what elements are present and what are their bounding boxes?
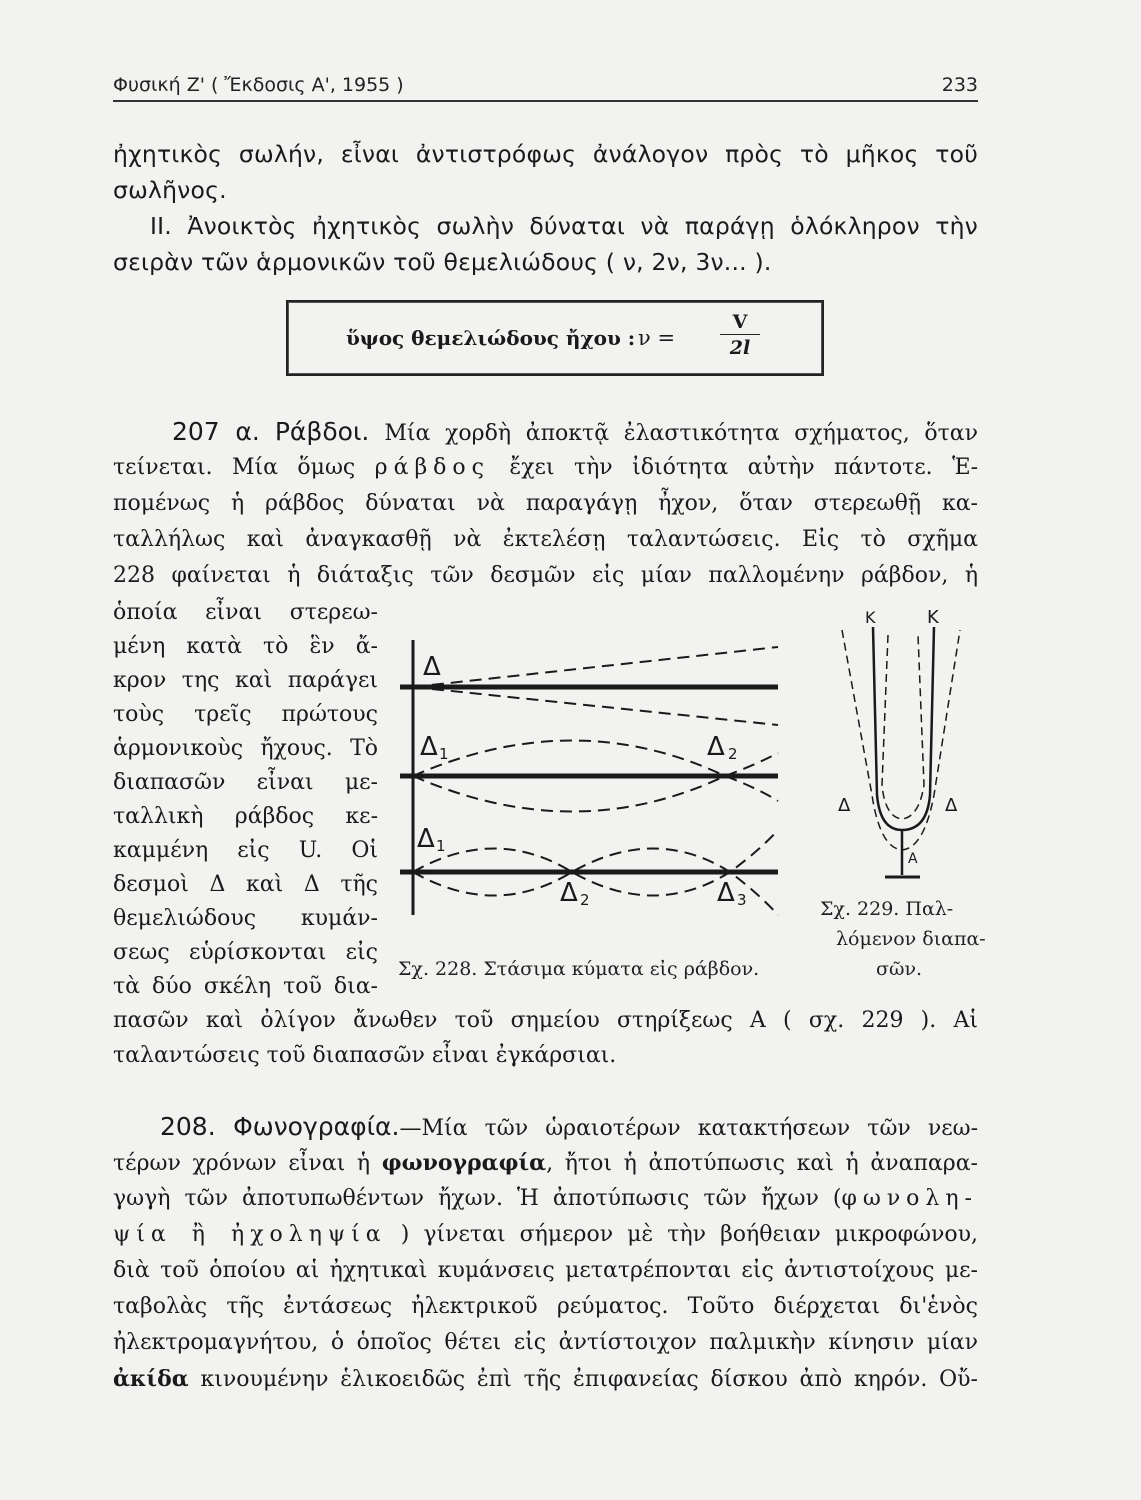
narrow-line-5: ἁρμονικοὺς ἤχους. Τὸ (113, 736, 378, 761)
text-run: , ἤτοι ἡ ἀποτύπωσις καὶ ἡ ἀναπαρα- (546, 1151, 978, 1176)
text-run: ) γίνεται σήμερον μὲ τὴν βοήθειαν μικροφώνου, (386, 1222, 978, 1247)
node-subscript: 2 (580, 891, 590, 909)
formula-lhs: ν = (638, 326, 676, 350)
support-label: Α (908, 851, 918, 867)
node-subscript: 1 (439, 745, 449, 763)
narrow-line-10: θεμελιώδους κυμάν- (113, 906, 378, 931)
section-207-title: Ράβδοι. (274, 417, 370, 446)
section-208-line-8 (113, 1366, 978, 1392)
section-208-line-1: —Μία τῶν ὡραιοτέρων κατακτήσεων τῶν νεω- (399, 1116, 979, 1141)
section-207-first-line (172, 417, 978, 446)
prong-label: Κ (927, 607, 939, 628)
section-207-tail-2: ταλαντώσεις τοῦ διαπασῶν εἶναι ἐγκάρσιαι. (113, 1043, 617, 1068)
figure-229-caption-line-2: λόμενον διαπα- (836, 928, 986, 950)
vibration-outline-outer (842, 630, 960, 850)
narrow-line-6: διαπασῶν εἶναι με- (113, 770, 378, 795)
narrow-line-12: τὰ δύο σκέλη τοῦ δια- (113, 974, 378, 999)
section-208-line-4 (113, 1222, 978, 1247)
figure-229-caption-line-1: Σχ. 229. Παλ- (820, 898, 954, 920)
text-run: κινουμένην ἑλικοειδῶς ἐπὶ τῆς ἐπιφανείας δίσκου ἀπὸ κηρόν. Οὔ- (188, 1367, 978, 1392)
narrow-line-2: μένη κατὰ τὸ ἓν ἄ- (113, 634, 378, 659)
emphasis-phonografia: φωνογραφία (381, 1150, 547, 1176)
node-subscript: 3 (737, 891, 747, 909)
section-207-line-4: ταλλήλως καὶ ἀναγκασθῇ νὰ ἐκτελέσῃ ταλαντώσεις. Εἰς τὸ σχῆμα (113, 527, 978, 552)
narrow-line-4: τοὺς τρεῖς πρώτους (113, 702, 378, 727)
node-label: Δ (420, 732, 438, 762)
section-207-line-1: Μία χορδὴ ἀποκτᾷ ἐλαστικότητα σχήματος, ὅταν (384, 421, 979, 446)
prong-label: Κ (865, 608, 876, 627)
section-208-line-7: ἠλεκτρομαγνήτου, ὁ ὁποῖος θέτει εἰς ἀντίστοιχον παλμικὴν κίνησιν μίαν (113, 1330, 978, 1355)
emphasis-echolepsia: ψία ἢ ἠχοληψία (113, 1222, 387, 1247)
section-208-line-5: διὰ τοῦ ὁποίου αἱ ἠχητικαὶ κυμάνσεις μετατρέπονται εἰς ἀντιστοίχους με- (113, 1258, 978, 1283)
section-207-line-3: πομένως ἡ ράβδος δύναται νὰ παραγάγῃ ἦχον, ὅταν στερεωθῇ κα- (113, 491, 978, 516)
node-label: Δ (707, 732, 725, 762)
node-label: Δ (717, 878, 735, 908)
figure-229-caption-line-3: σῶν. (876, 958, 923, 980)
vibration-outline-inner (882, 635, 924, 819)
section-207-tail-1: πασῶν καὶ ὀλίγον ἄνωθεν τοῦ σημείου στηρίξεως Α ( σχ. 229 ). Αἱ (113, 1008, 978, 1033)
formula-fraction (720, 310, 760, 361)
narrow-line-11: σεως εὑρίσκονται εἰς (113, 940, 378, 965)
formula-label: ὕψος θεμελιώδους ἤχου : (346, 326, 636, 350)
node-subscript: 1 (436, 837, 446, 855)
section-208-title: Φωνογραφία. (233, 1112, 400, 1141)
figure-228-caption: Σχ. 228. Στάσιμα κύματα εἰς ράβδον. (398, 958, 760, 980)
intro-line-2: σωλῆνος. (113, 176, 227, 204)
text-run: τείνεται. Μία ὅμως (113, 455, 375, 480)
narrow-line-9: δεσμοὶ Δ καὶ Δ τῆς (113, 872, 378, 897)
narrow-line-8: καμμένη εἰς U. Οἱ (113, 838, 378, 863)
intro-line-1: ἠχητικὸς σωλήν, εἶναι ἀντιστρόφως ἀνάλογον πρὸς τὸ μῆκος τοῦ (113, 140, 978, 168)
section-208-number: 208. (160, 1112, 216, 1141)
figure-229-tuning-fork (820, 605, 980, 895)
node-label: Δ (838, 795, 851, 816)
text-run: γωγὴ τῶν ἀποτυπωθέντων ἤχων. Ἡ ἀποτύπωσις τῶν ἤχων ( (113, 1186, 842, 1211)
intro-line-4: σειρὰν τῶν ἁρμονικῶν τοῦ θεμελιώδους ( ν, 2ν, 3ν... ). (113, 248, 772, 276)
section-208-line-6: ταβολὰς τῆς ἐντάσεως ἠλεκτρικοῦ ρεύματος. Τοῦτο διέρχεται δι'ἑνὸς (113, 1294, 978, 1319)
node-label: Δ (423, 652, 441, 682)
node-subscript: 2 (728, 745, 738, 763)
narrow-line-3: κρον της καὶ παράγει (113, 668, 378, 693)
running-header (113, 72, 978, 102)
narrow-line-1: ὁποία εἶναι στερεω- (113, 600, 378, 625)
formula-denominator: 2l (729, 337, 751, 359)
formula-numerator: V (720, 310, 760, 335)
section-207-line-2 (113, 455, 978, 480)
page-number: 233 (941, 74, 978, 96)
section-208-first-line (160, 1112, 978, 1141)
amplitude-envelope-upper-1 (413, 647, 778, 687)
text-run: ἔχει τὴν ἰδιότητα αὐτὴν πάντοτε. Ἑ- (489, 455, 979, 480)
running-title: Φυσική Ζ' ( Ἔκδοσις Α', 1955 ) (113, 74, 404, 96)
emphasis-akida: ἀκίδα (113, 1366, 189, 1392)
node-label: Δ (417, 824, 435, 854)
intro-line-3: II. Ἀνοικτὸς ἠχητικὸς σωλὴν δύναται νὰ παράγῃ ὁλόκληρον τὴν (150, 212, 978, 240)
node-label: Δ (945, 795, 958, 816)
emphasis-rabdos: ράβδος (374, 455, 490, 480)
formula-box (286, 300, 824, 376)
text-run: τέρων χρόνων εἶναι ἡ (113, 1151, 382, 1176)
section-208-line-2 (113, 1150, 978, 1176)
node-label: Δ (560, 878, 578, 908)
amplitude-envelope-lower-1 (413, 687, 778, 725)
narrow-line-7: ταλλικὴ ράβδος κε- (113, 804, 378, 829)
fork-prong-left (873, 627, 902, 830)
fork-prong-right (902, 627, 934, 830)
figure-228-standing-waves (395, 635, 795, 925)
amplitude-envelope-upper-3 (413, 830, 778, 872)
section-207-line-5: 228 φαίνεται ἡ διάταξις τῶν δεσμῶν εἰς μίαν παλλομένην ράβδον, ἡ (113, 563, 978, 588)
section-208-line-3 (113, 1186, 978, 1211)
emphasis-phonolepsia: φωνολη- (841, 1186, 978, 1211)
section-207-number: 207 α. (172, 417, 260, 446)
amplitude-envelope-lower-2 (413, 776, 778, 812)
